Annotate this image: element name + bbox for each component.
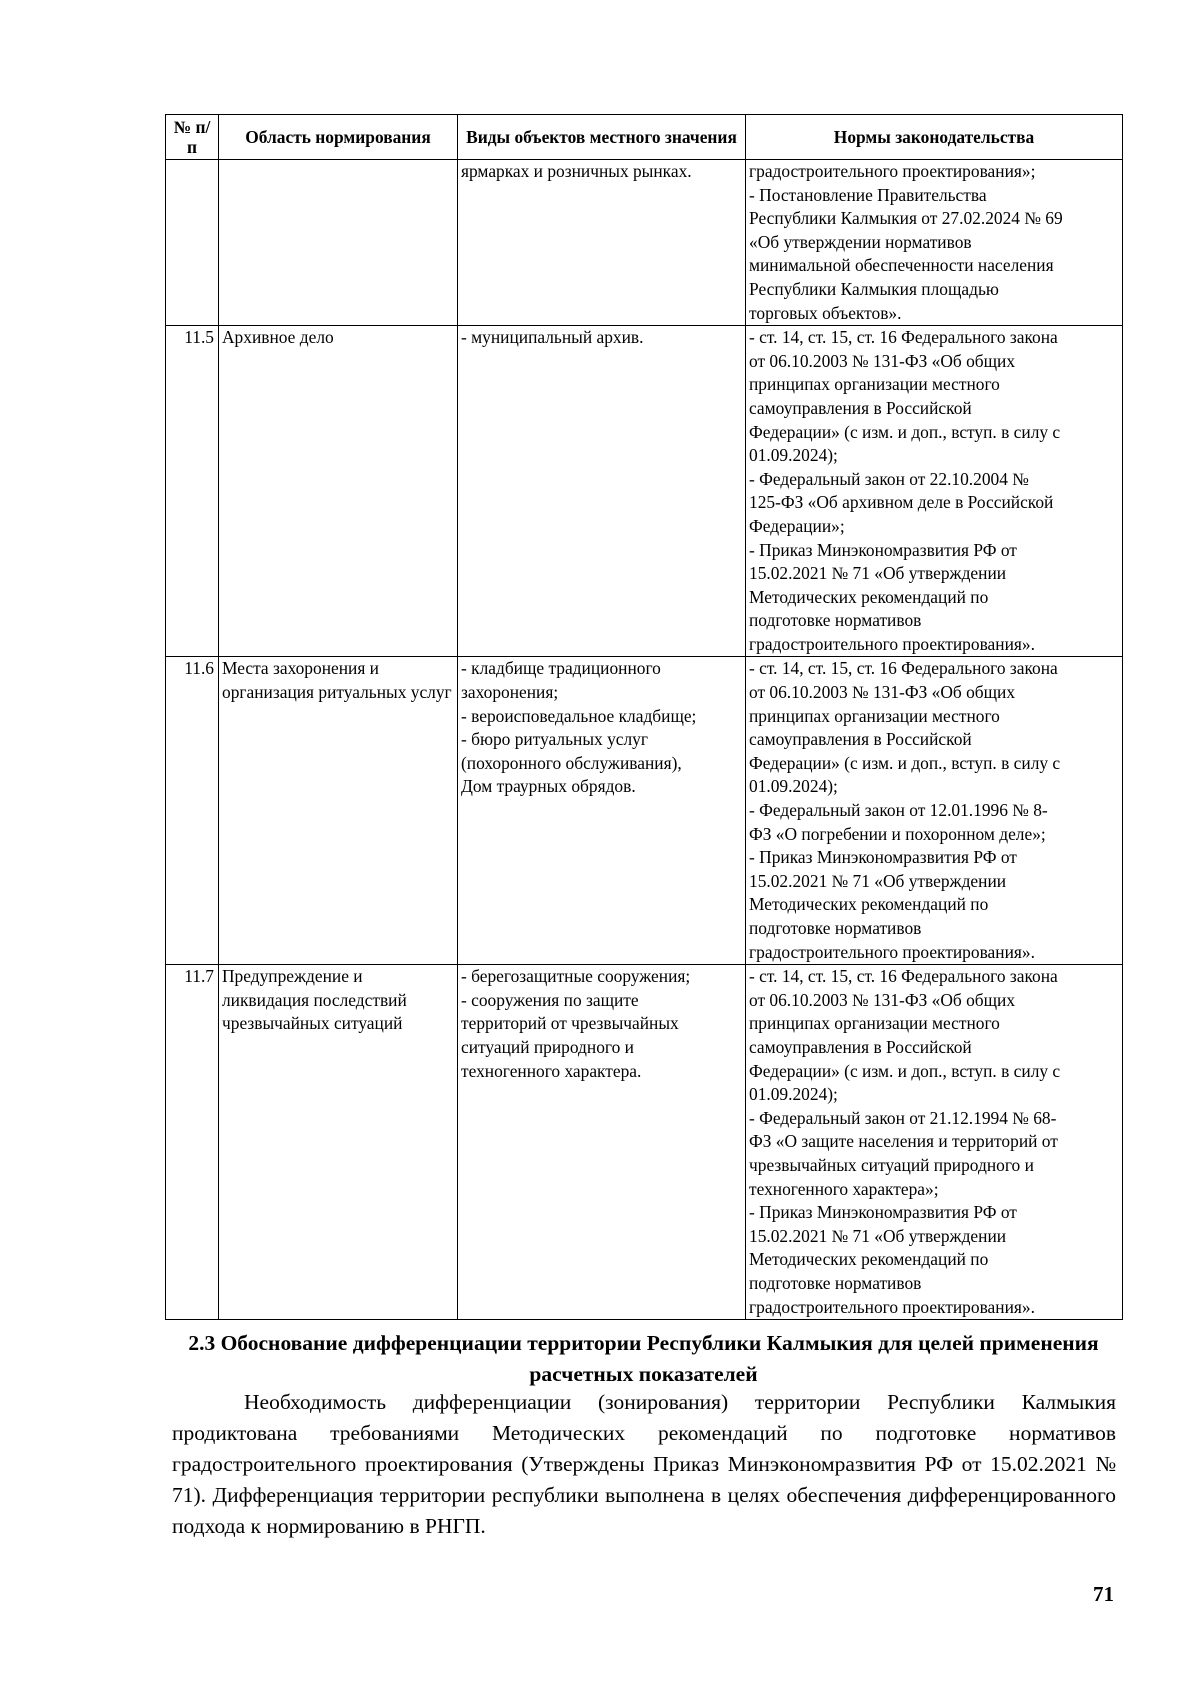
- object-line: территорий от чрезвычайных: [461, 1013, 679, 1034]
- law-line: подготовке нормативов: [749, 1272, 922, 1293]
- cell-objects: [458, 326, 746, 657]
- cell-area: Архивное дело: [219, 326, 458, 657]
- law-line: - Федеральный закон от 21.12.1994 № 68-: [749, 1107, 1057, 1128]
- norms-table: [165, 114, 1123, 1320]
- law-line: Методических рекомендаций по: [749, 894, 989, 915]
- law-line: - ст. 14, ст. 15, ст. 16 Федерального закона: [749, 658, 1058, 679]
- law-line: принципах организации местного: [749, 374, 1000, 395]
- law-line: градостроительного проектирования».: [749, 941, 1035, 962]
- law-line: - Федеральный закон от 12.01.1996 № 8-: [749, 800, 1048, 821]
- section-paragraph: [172, 1387, 1116, 1542]
- law-line: минимальной обеспеченности населения: [749, 255, 1054, 276]
- law-line: ФЗ «О погребении и похоронном деле»;: [749, 823, 1046, 844]
- cell-num: 11.5: [166, 326, 219, 657]
- law-line: градостроительного проектирования»;: [749, 161, 1036, 181]
- object-line: - берегозащитные сооружения;: [461, 966, 691, 987]
- law-line: 15.02.2021 № 71 «Об утверждении: [749, 1225, 1007, 1246]
- law-line: принципах организации местного: [749, 705, 1000, 726]
- law-line: - ст. 14, ст. 15, ст. 16 Федерального закона: [749, 327, 1058, 348]
- law-line: градостроительного проектирования».: [749, 633, 1035, 654]
- header-area: Область нормирования: [219, 115, 458, 160]
- table-row: [166, 657, 1123, 965]
- law-line: от 06.10.2003 № 131-ФЗ «Об общих: [749, 989, 1016, 1010]
- law-line: самоуправления в Российской: [749, 1036, 972, 1057]
- law-line: - Постановление Правительства: [749, 184, 987, 205]
- cell-laws: [746, 965, 1123, 1320]
- cell-laws: [746, 160, 1123, 326]
- law-line: 01.09.2024);: [749, 1084, 838, 1105]
- header-num: № п/п: [166, 115, 219, 160]
- object-line: (похоронного обслуживания),: [461, 752, 682, 773]
- cell-num: 11.6: [166, 657, 219, 965]
- law-line: ФЗ «О защите населения и территорий от: [749, 1131, 1058, 1152]
- law-line: подготовке нормативов: [749, 610, 922, 631]
- cell-area: [219, 160, 458, 326]
- law-line: Федерации» (с изм. и доп., вступ. в силу с: [749, 1060, 1061, 1081]
- law-line: Республики Калмыкия площадью: [749, 278, 999, 299]
- cell-area: Места захоронения и организация ритуальных услуг: [219, 657, 458, 965]
- law-line: - ст. 14, ст. 15, ст. 16 Федерального закона: [749, 966, 1058, 987]
- law-line: - Приказ Минэкономразвития РФ от: [749, 1202, 1017, 1223]
- object-line: Дом траурных обрядов.: [461, 776, 636, 797]
- header-objects: Виды объектов местного значения: [458, 115, 746, 160]
- header-laws: Нормы законодательства: [746, 115, 1123, 160]
- table-header-row: [166, 115, 1123, 160]
- table-body: [166, 160, 1123, 1320]
- table-row: [166, 965, 1123, 1320]
- law-line: - Приказ Минэкономразвития РФ от: [749, 847, 1017, 868]
- object-line: захоронения;: [461, 682, 559, 703]
- law-line: Методических рекомендаций по: [749, 1249, 989, 1270]
- object-line: - кладбище традиционного: [461, 658, 661, 679]
- table-row: [166, 160, 1123, 326]
- table-row: [166, 326, 1123, 657]
- law-line: подготовке нормативов: [749, 918, 922, 938]
- law-line: Федерации» (с изм. и доп., вступ. в силу с: [749, 752, 1061, 773]
- law-line: принципах организации местного: [749, 1013, 1000, 1034]
- law-line: 01.09.2024);: [749, 776, 838, 797]
- law-line: от 06.10.2003 № 131-ФЗ «Об общих: [749, 682, 1016, 703]
- object-line: - муниципальный архив.: [461, 327, 644, 348]
- object-line: ярмарках и розничных рынках.: [461, 161, 692, 181]
- cell-laws: [746, 657, 1123, 965]
- object-line: - сооружения по защите: [461, 989, 639, 1010]
- law-line: - Федеральный закон от 22.10.2004 №: [749, 468, 1029, 489]
- page-number: 71: [1093, 1582, 1114, 1606]
- law-line: самоуправления в Российской: [749, 729, 972, 750]
- law-line: 15.02.2021 № 71 «Об утверждении: [749, 563, 1007, 584]
- object-line: - вероисповедальное кладбище;: [461, 705, 697, 726]
- law-line: Федерации»;: [749, 515, 845, 536]
- object-line: - бюро ритуальных услуг: [461, 729, 648, 750]
- cell-objects: [458, 657, 746, 965]
- law-line: самоуправления в Российской: [749, 397, 972, 418]
- law-line: от 06.10.2003 № 131-ФЗ «Об общих: [749, 350, 1016, 371]
- law-line: чрезвычайных ситуаций природного и: [749, 1154, 1034, 1175]
- law-line: Республики Калмыкия от 27.02.2024 № 69: [749, 208, 1063, 229]
- law-line: торговых объектов».: [749, 302, 902, 323]
- law-line: «Об утверждении нормативов: [749, 231, 972, 252]
- law-line: Методических рекомендаций по: [749, 586, 989, 607]
- cell-area: Предупреждение и ликвидация последствий чрезвычайных ситуаций: [219, 965, 458, 1320]
- object-line: техногенного характера.: [461, 1060, 642, 1081]
- object-line: ситуаций природного и: [461, 1036, 634, 1057]
- law-line: Федерации» (с изм. и доп., вступ. в силу с: [749, 421, 1061, 442]
- law-line: 01.09.2024);: [749, 445, 838, 466]
- cell-laws: [746, 326, 1123, 657]
- section-heading: 2.3 Обоснование дифференциации территории Республики Калмыкия для целей применения расчетных показателей: [188, 1331, 1099, 1386]
- law-line: - Приказ Минэкономразвития РФ от: [749, 539, 1017, 560]
- cell-num: 11.7: [166, 965, 219, 1320]
- law-line: 125-ФЗ «Об архивном деле в Российской: [749, 492, 1054, 513]
- cell-num: [166, 160, 219, 326]
- law-line: 15.02.2021 № 71 «Об утверждении: [749, 870, 1007, 891]
- paragraph-text: Необходимость дифференциации (зонирования) территории Республики Калмыкия продиктована требованиями Методических рекомендаций по подготовке нормативов градостроительного проектирования (Утверждены Приказ Минэкономразвития РФ от 15.02.2021 № 71). Дифференциация территории республики выполнена в целях обеспечения дифференцированного подхода к нормированию в РНГП.: [172, 1390, 1116, 1538]
- law-line: техногенного характера»;: [749, 1178, 939, 1199]
- law-line: градостроительного проектирования».: [749, 1296, 1035, 1317]
- cell-objects: [458, 160, 746, 326]
- cell-objects: [458, 965, 746, 1320]
